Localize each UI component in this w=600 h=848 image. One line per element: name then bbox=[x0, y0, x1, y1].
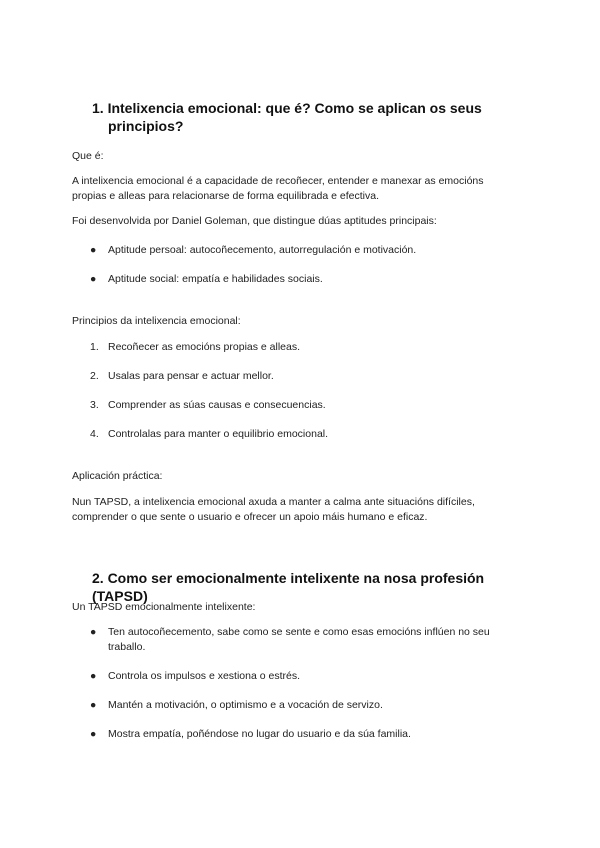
que-e-label: Que é: bbox=[72, 150, 104, 162]
bullet-icon: ● bbox=[90, 728, 97, 740]
bullet-icon: ● bbox=[90, 699, 97, 711]
list-number: 4. bbox=[90, 428, 99, 440]
practical-line-2: comprender o que sente o usuario e ofrecer un apoio máis humano e eficaz. bbox=[72, 511, 428, 523]
principle-text: Usalas para pensar e actuar mellor. bbox=[108, 370, 274, 382]
bullet-icon: ● bbox=[90, 626, 97, 638]
principle-text: Comprender as súas causas e consecuencias. bbox=[108, 399, 326, 411]
practical-line-1: Nun TAPSD, a intelixencia emocional axuda a manter a calma ante situacións difíciles, bbox=[72, 496, 475, 508]
bullet-text: Mantén a motivación, o optimismo e a vocación de servizo. bbox=[108, 699, 383, 711]
definition-line-2: propias e alleas para relacionarse de forma equilibrada e efectiva. bbox=[72, 190, 380, 202]
section-1-title-line-1: Intelixencia emocional: que é? Como se aplican os seus bbox=[107, 100, 482, 116]
section-1-heading bbox=[92, 99, 512, 117]
section-1-heading-continued bbox=[108, 117, 508, 135]
aptitude-social: Aptitude social: empatía e habilidades sociais. bbox=[108, 273, 323, 285]
section-2-intro: Un TAPSD emocionalmente intelixente: bbox=[72, 601, 256, 613]
bullet-icon: ● bbox=[90, 244, 97, 256]
section-2-heading: 2. Como ser emocionalmente intelixente na nosa profesión (TAPSD) bbox=[92, 570, 485, 604]
list-number: 2. bbox=[90, 370, 99, 382]
section-1-number: 1. bbox=[92, 100, 104, 116]
definition-line-1: A intelixencia emocional é a capacidade de recoñecer, entender e manexar as emocións bbox=[72, 175, 484, 187]
list-number: 3. bbox=[90, 399, 99, 411]
principles-label: Principios da intelixencia emocional: bbox=[72, 315, 241, 327]
section-1-title-line-2: principios? bbox=[108, 118, 184, 134]
bullet-text: Ten autocoñecemento, sabe como se sente e como esas emocións inflúen no seu bbox=[108, 626, 490, 638]
aptitude-persoal: Aptitude persoal: autocoñecemento, autorregulación e motivación. bbox=[108, 244, 417, 256]
practical-label: Aplicación práctica: bbox=[72, 470, 163, 482]
principle-text: Controlalas para manter o equilibrio emocional. bbox=[108, 428, 329, 440]
bullet-text: Mostra empatía, poñéndose no lugar do usuario e da súa familia. bbox=[108, 728, 411, 740]
principle-text: Recoñecer as emocións propias e alleas. bbox=[108, 341, 301, 353]
bullet-icon: ● bbox=[90, 273, 97, 285]
bullet-icon: ● bbox=[90, 670, 97, 682]
bullet-text: Controla os impulsos e xestiona o estrés. bbox=[108, 670, 301, 682]
list-number: 1. bbox=[90, 341, 99, 353]
bullet-text-continued: traballo. bbox=[108, 641, 146, 653]
goleman-paragraph: Foi desenvolvida por Daniel Goleman, que distingue dúas aptitudes principais: bbox=[72, 215, 437, 227]
